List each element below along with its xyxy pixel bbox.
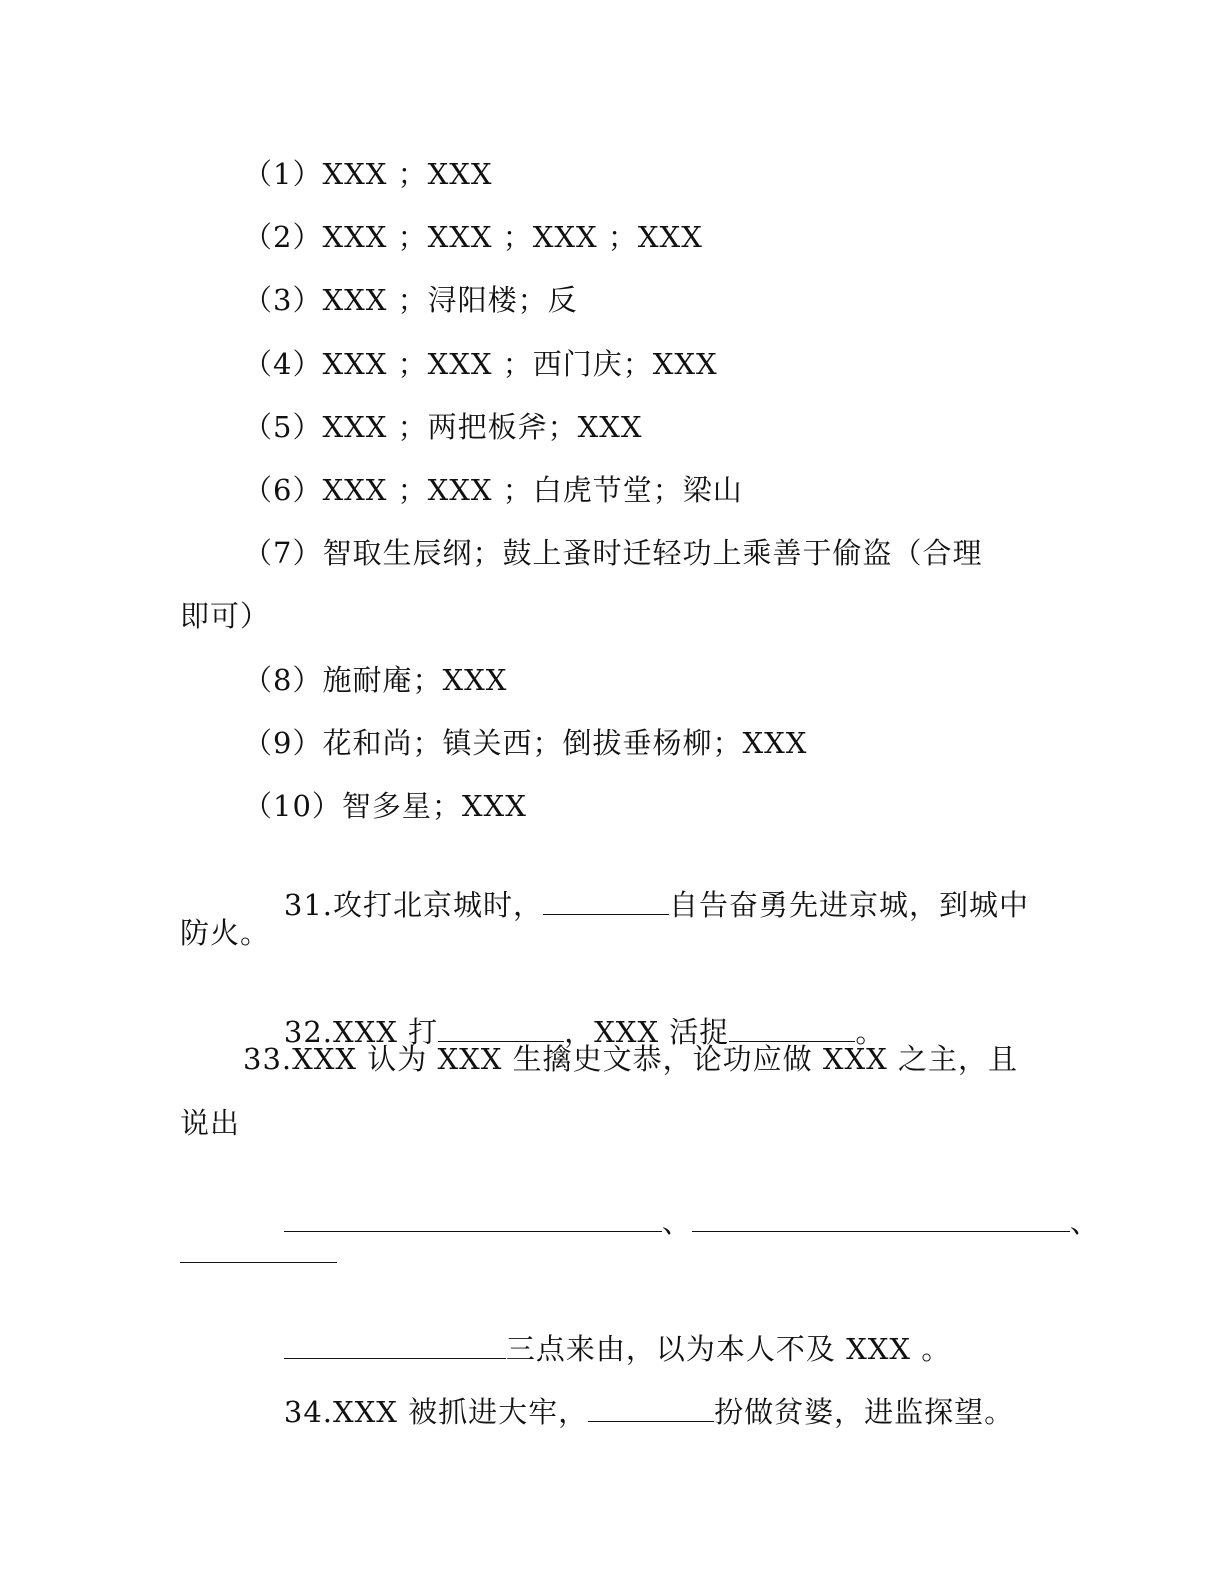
question-33-blank-3-end (284, 1332, 506, 1359)
question-32-text-1: 32.XXX 打 (283, 1015, 439, 1049)
question-33-blanks-line (243, 1168, 1100, 1276)
question-33-tail-text: 三点来由，以为本人不及 XXX 。 (505, 1332, 952, 1366)
question-32-blank-2 (729, 1015, 855, 1042)
answer-item-7-continued: 即可） (180, 599, 271, 633)
question-34 (243, 1358, 1014, 1466)
answer-item-7: （7）智取生辰纲；鼓上蚤时迁轻功上乘善于偷盗（合理 (243, 536, 983, 570)
answer-item-1: （1）XXX ；XXX (243, 157, 493, 191)
answer-item-6: （6）XXX ；XXX ；白虎节堂；梁山 (243, 473, 743, 507)
question-32-text-2: ，XXX 活捉 (564, 1015, 730, 1049)
answer-item-5: （5）XXX ；两把板斧；XXX (243, 410, 643, 444)
question-32-blank-1 (438, 1015, 564, 1042)
answer-item-10: （10）智多星；XXX (243, 789, 527, 823)
question-33-separator-2: 、 (1069, 1205, 1100, 1239)
answer-item-3: （3）XXX ；浔阳楼；反 (243, 283, 578, 317)
answer-item-9: （9）花和尚；镇关西；倒拔垂杨柳；XXX (243, 726, 808, 760)
question-33: 33.XXX 认为 XXX 生擒史文恭，论功应做 XXX 之主，且 (243, 1042, 1019, 1076)
question-34-blank (588, 1395, 714, 1422)
answer-item-8: （8）施耐庵；XXX (243, 663, 508, 697)
question-33-blank-3-start (180, 1262, 337, 1263)
question-32-text-3: 。 (855, 1015, 886, 1049)
question-33-blank-1 (284, 1205, 662, 1232)
answer-item-4: （4）XXX ；XXX ；西门庆；XXX (243, 347, 718, 381)
question-33-continued: 说出 (180, 1106, 241, 1140)
question-33-separator-1: 、 (661, 1205, 692, 1239)
question-31 (243, 851, 1029, 959)
question-34-text-start: 34.XXX 被抓进大牢， (283, 1395, 589, 1429)
question-34-text-end: 扮做贫婆，进监探望。 (714, 1395, 1015, 1429)
question-31-text-start: 31.攻打北京城时， (283, 888, 543, 922)
question-33-blank-2 (692, 1205, 1070, 1232)
answer-item-2: （2）XXX ；XXX ；XXX ；XXX (243, 220, 703, 254)
question-31-text-end: 自告奋勇先进京城，到城中 (669, 888, 1030, 922)
question-31-continued: 防火。 (180, 916, 271, 950)
question-31-blank (543, 888, 669, 915)
